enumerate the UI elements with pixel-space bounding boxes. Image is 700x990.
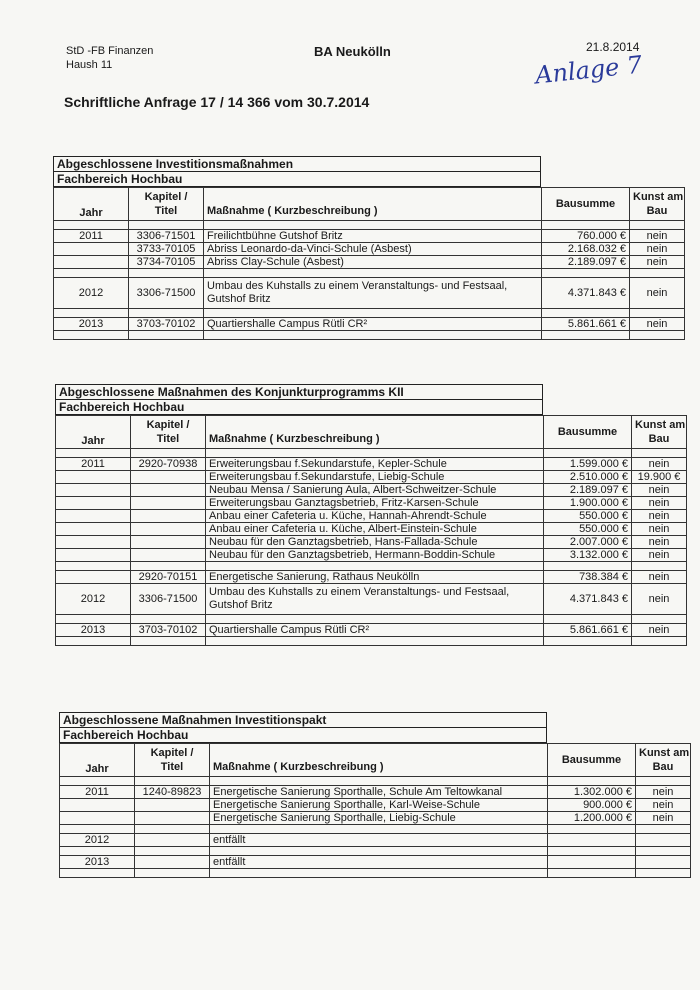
section-header: [59, 712, 547, 743]
table-row: 2012 3306-71500 Umbau des Kuhstalls zu einem Veranstaltungs- und Festsaal, Gutshof Britz 4.371.843 € nein: [56, 584, 687, 615]
table-row: 2920-70151 Energetische Sanierung, Rathaus Neukölln 738.384 € nein: [56, 571, 687, 584]
section-investitionspakt: [59, 712, 691, 878]
handwritten-annotation: Anlage 7: [533, 50, 644, 90]
table-row: Erweiterungsbau f.Sekundarstufe, Liebig-Schule 2.510.000 € 19.900 €: [56, 471, 687, 484]
col-jahr: Jahr: [56, 416, 131, 449]
table-row: 2012 entfällt: [60, 834, 691, 847]
col-jahr: Jahr: [60, 744, 135, 777]
col-kapitel: Kapitel / Titel: [129, 188, 204, 221]
col-kunst: Kunst am Bau: [630, 188, 685, 221]
table-row: Energetische Sanierung Sporthalle, Karl-Weise-Schule 900.000 € nein: [60, 799, 691, 812]
table-row: Neubau für den Ganztagsbetrieb, Hans-Fallada-Schule 2.007.000 € nein: [56, 536, 687, 549]
col-kunst: Kunst am Bau: [632, 416, 687, 449]
table-row: Anbau einer Cafeteria u. Küche, Albert-Einstein-Schule 550.000 € nein: [56, 523, 687, 536]
table-row: 2013 entfällt: [60, 856, 691, 869]
table-row: Neubau für den Ganztagsbetrieb, Hermann-Boddin-Schule 3.132.000 € nein: [56, 549, 687, 562]
col-bausumme: Bausumme: [542, 188, 630, 221]
col-massnahme: Maßnahme ( Kurzbeschreibung ): [210, 744, 548, 777]
table-row: Erweiterungsbau Ganztagsbetrieb, Fritz-Karsen-Schule 1.900.000 € nein: [56, 497, 687, 510]
section-subtitle: Fachbereich Hochbau: [60, 727, 546, 742]
section-title: Abgeschlossene Investitionsmaßnahmen: [57, 157, 294, 171]
col-massnahme: Maßnahme ( Kurzbeschreibung ): [206, 416, 544, 449]
col-massnahme: Maßnahme ( Kurzbeschreibung ): [204, 188, 542, 221]
col-jahr: Jahr: [54, 188, 129, 221]
column-header-row: [56, 416, 687, 449]
table-row: 2011 2920-70938 Erweiterungsbau f.Sekundarstufe, Kepler-Schule 1.599.000 € nein: [56, 458, 687, 471]
data-table: [59, 743, 691, 878]
section-header: [53, 156, 541, 187]
table-row: 2011 1240-89823 Energetische Sanierung Sporthalle, Schule Am Teltowkanal 1.302.000 € nein: [60, 786, 691, 799]
document-date: 21.8.2014: [586, 40, 640, 54]
col-bausumme: Bausumme: [548, 744, 636, 777]
section-konjunktur: [55, 384, 687, 646]
org-line2: Haush 11: [66, 59, 113, 71]
section-subtitle: Fachbereich Hochbau: [54, 171, 540, 186]
table-row: Energetische Sanierung Sporthalle, Liebig-Schule 1.200.000 € nein: [60, 812, 691, 825]
page-title: Schriftliche Anfrage 17 / 14 366 vom 30.7.2014: [64, 94, 370, 110]
table-row: 2012 3306-71500 Umbau des Kuhstalls zu einem Veranstaltungs- und Festsaal, Gutshof Britz 4.371.843 € nein: [54, 278, 685, 309]
section-title: Abgeschlossene Maßnahmen des Konjunkturprogramms KII: [59, 385, 404, 399]
data-table: [55, 415, 687, 646]
table-row: 2011 3306-71501 Freilichtbühne Gutshof Britz 760.000 € nein: [54, 230, 685, 243]
col-kapitel: Kapitel / Titel: [135, 744, 210, 777]
section-header: [55, 384, 543, 415]
column-header-row: [60, 744, 691, 777]
data-table: [53, 187, 685, 340]
office-name: BA Neukölln: [314, 44, 391, 59]
table-row: 2013 3703-70102 Quartiershalle Campus Rütli CR² 5.861.661 € nein: [54, 318, 685, 331]
section-subtitle: Fachbereich Hochbau: [56, 399, 542, 414]
org-line1: StD -FB Finanzen: [66, 45, 154, 57]
col-bausumme: Bausumme: [544, 416, 632, 449]
table-row: Anbau einer Cafeteria u. Küche, Hannah-Ahrendt-Schule 550.000 € nein: [56, 510, 687, 523]
table-row: 3733-70105 Abriss Leonardo-da-Vinci-Schule (Asbest) 2.168.032 € nein: [54, 243, 685, 256]
col-kapitel: Kapitel / Titel: [131, 416, 206, 449]
table-row: 3734-70105 Abriss Clay-Schule (Asbest) 2.189.097 € nein: [54, 256, 685, 269]
column-header-row: [54, 188, 685, 221]
header-org: [66, 44, 153, 72]
section-title: Abgeschlossene Maßnahmen Investitionspakt: [63, 713, 327, 727]
table-row: Neubau Mensa / Sanierung Aula, Albert-Schweitzer-Schule 2.189.097 € nein: [56, 484, 687, 497]
col-kunst: Kunst am Bau: [636, 744, 691, 777]
section-investitions: [53, 156, 685, 340]
table-row: 2013 3703-70102 Quartiershalle Campus Rütli CR² 5.861.661 € nein: [56, 624, 687, 637]
